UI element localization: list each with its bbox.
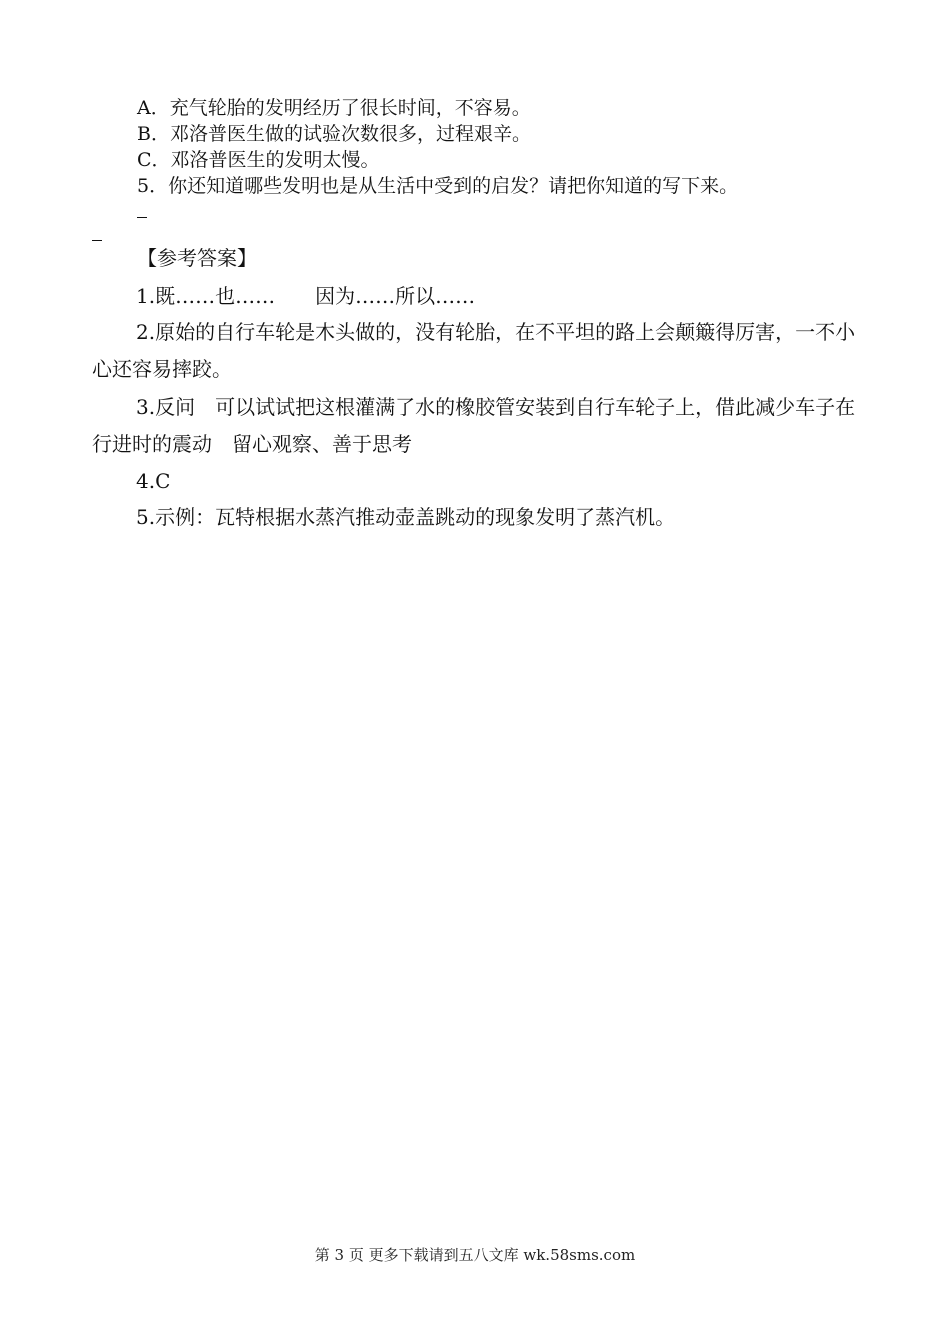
answer-blank-line — [92, 240, 102, 241]
option-c: C．邓洛普医生的发明太慢。 — [137, 149, 380, 171]
answer-5: 5.示例：瓦特根据水蒸汽推动壶盖跳动的现象发明了蒸汽机。 — [136, 505, 676, 529]
answer-3: 3.反问 可以试试把这根灌满了水的橡胶管安装到自行车轮子上，借此减少车子在行进时的震动 留心观察、善于思考 — [92, 395, 856, 456]
option-b: B．邓洛普医生做的试验次数很多，过程艰辛。 — [137, 123, 531, 145]
question-5: 5．你还知道哪些发明也是从生活中受到的启发？请把你知道的写下来。 — [137, 175, 739, 197]
answer-1: 1.既……也…… 因为……所以…… — [136, 284, 476, 308]
answer-heading: 【参考答案】 — [137, 246, 257, 270]
answer-4: 4.C — [136, 469, 171, 493]
option-a: A．充气轮胎的发明经历了很长时间，不容易。 — [137, 97, 531, 119]
page-footer: 第 3 页 更多下载请到五八文库 wk.58sms.com — [314, 1246, 636, 1264]
answer-2: 2.原始的自行车轮是木头做的，没有轮胎，在不平坦的路上会颠簸得厉害，一不小心还容易摔跤。 — [92, 320, 856, 381]
answer-blank-line — [137, 217, 147, 218]
